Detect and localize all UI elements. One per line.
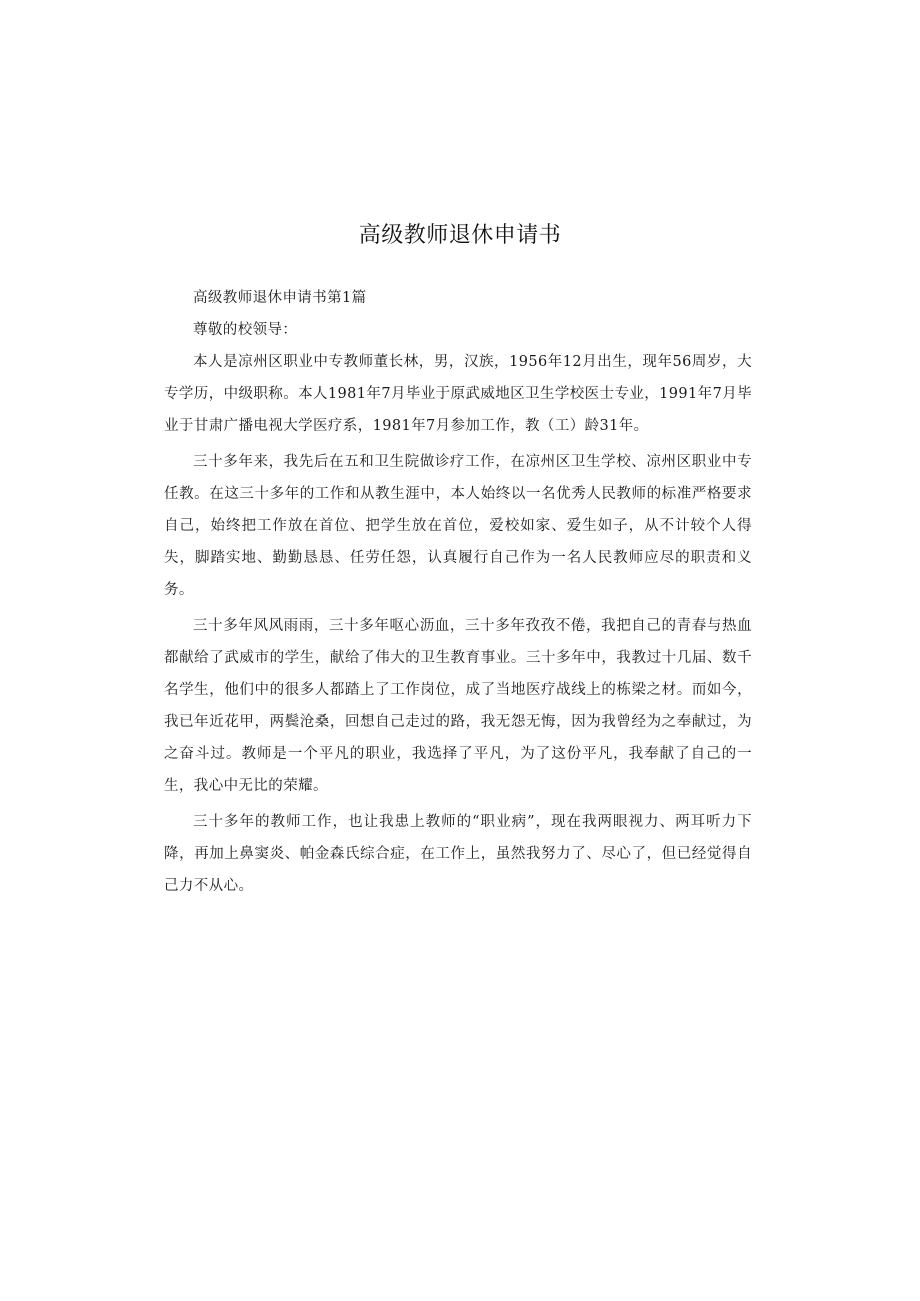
salutation: 尊敬的校领导： (193, 322, 298, 338)
paragraph-dedication: 三十多年风风雨雨，三十多年呕心沥血，三十多年孜孜不倦，我把自己的青春与热血都献给了武威市的学生，献给了伟大的卫生教育事业。三十多年中，我教过十几届、数千名学生，他们中的很多人都踏上了工作岗位，成了当地医疗战线上的栋梁之材。而如今，我已年近花甲，两鬓沧桑，回想自己走过的路，我无怨无悔，因为我曾经为之奉献过，为之奋斗过。教师是一个平凡的职业，我选择了平凡，为了这份平凡，我奉献了自己的一生，我心中无比的荣耀。 (164, 618, 752, 794)
document-body (164, 282, 752, 906)
section-heading: 高级教师退休申请书第1篇 (193, 290, 367, 306)
paragraph-health: 三十多年的教师工作，也让我患上教师的“职业病”，现在我两眼视力、两耳听力下降，再加上鼻窦炎、帕金森氏综合症，在工作上，虽然我努力了、尽心了，但已经觉得自己力不从心。 (164, 814, 752, 894)
document-title: 高级教师退休申请书 (358, 223, 562, 248)
paragraph-personal-info: 本人是凉州区职业中专教师董长林，男，汉族，1956年12月出生，现年56周岁，大专学历，中级职称。本人1981年7月毕业于原武威地区卫生学校医士专业，1991年7月毕业于甘肃广播电视大学医疗系，1981年7月参加工作，教（工）龄31年。 (164, 354, 752, 434)
paragraph-career: 三十多年来，我先后在五和卫生院做诊疗工作，在凉州区卫生学校、凉州区职业中专任教。在这三十多年的工作和从教生涯中，本人始终以一名优秀人民教师的标准严格要求自己，始终把工作放在首位、把学生放在首位，爱校如家、爱生如子，从不计较个人得失，脚踏实地、勤勤恳恳、任劳任怨，认真履行自己作为一名人民教师应尽的职责和义务。 (164, 454, 752, 598)
